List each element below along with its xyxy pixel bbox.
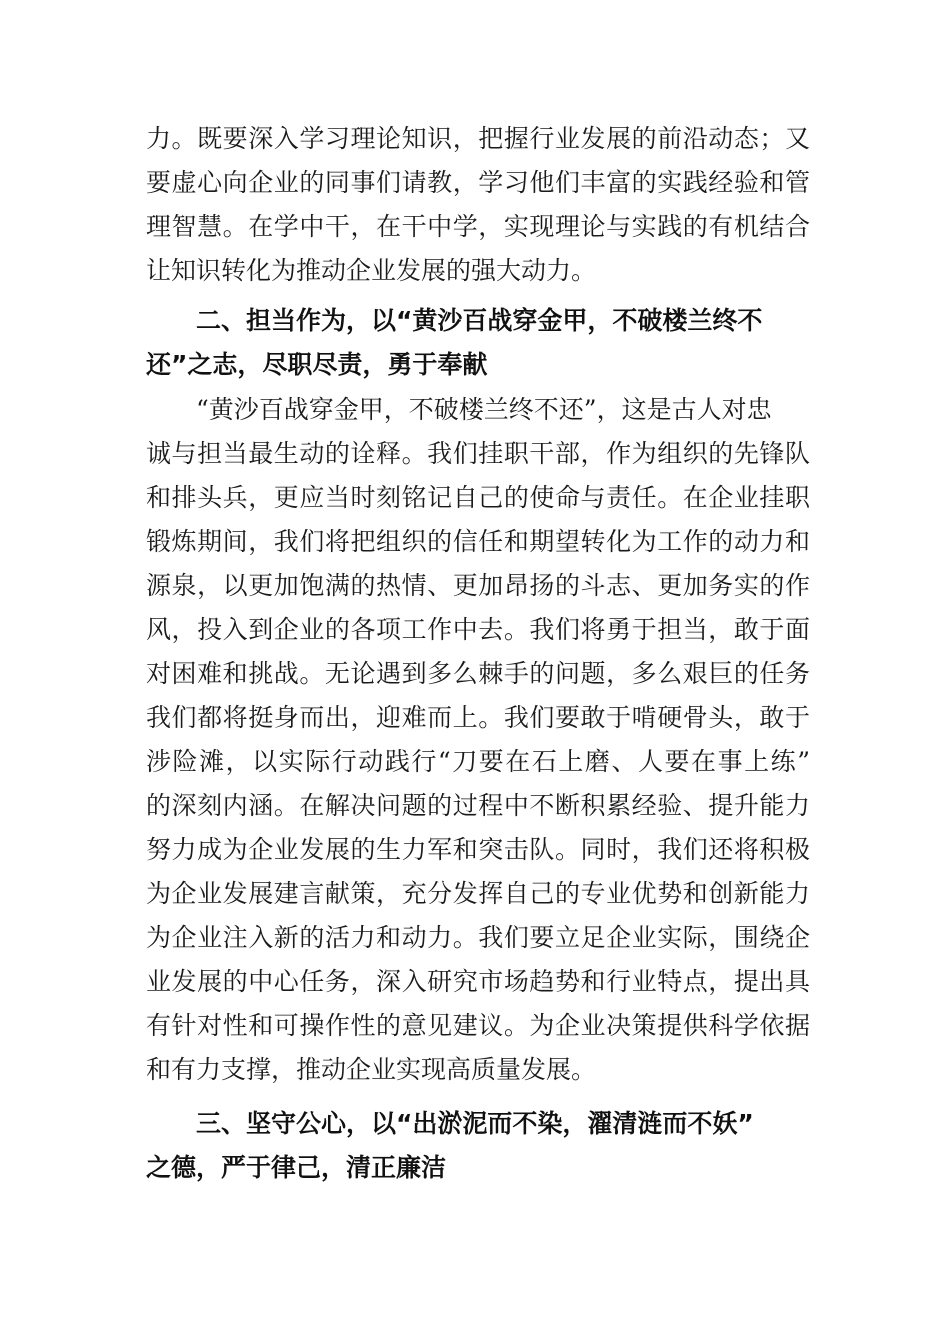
text-line: 的深刻内涵。在解决问题的过程中不断积累经验、提升能力 — [146, 791, 810, 820]
text-line: 对困难和挑战。无论遇到多么棘手的问题，多么艰巨的任务 — [146, 659, 810, 688]
text-line: 风，投入到企业的各项工作中去。我们将勇于担当，敢于面 — [146, 615, 810, 644]
paragraph-section-2 — [146, 388, 810, 1092]
text-line: 诚与担当最生动的诠释。我们挂职干部，作为组织的先锋队 — [146, 439, 810, 468]
paragraph-intro-continuation — [146, 117, 810, 293]
heading-line: 二、担当作为，以“黄沙百战穿金甲，不破楼兰终不 — [196, 306, 763, 335]
text-line: 要虚心向企业的同事们请教，学习他们丰富的实践经验和管 — [146, 168, 810, 197]
text-line: 涉险滩，以实际行动践行“刀要在石上磨、人要在事上练” — [146, 747, 810, 776]
section-heading-2 — [146, 299, 810, 387]
heading-line: 三、坚守公心，以“出淤泥而不染，濯清涟而不妖” — [196, 1109, 754, 1138]
text-line: 业发展的中心任务，深入研究市场趋势和行业特点，提出具 — [146, 967, 810, 996]
section-heading-3 — [146, 1102, 810, 1190]
text-line: 源泉，以更加饱满的热情、更加昂扬的斗志、更加务实的作 — [146, 571, 810, 600]
text-line: 努力成为企业发展的生力军和突击队。同时，我们还将积极 — [146, 835, 810, 864]
text-line: “黄沙百战穿金甲，不破楼兰终不还”，这是古人对忠 — [196, 395, 772, 424]
text-line: 我们都将挺身而出，迎难而上。我们要敢于啃硬骨头，敢于 — [146, 703, 810, 732]
heading-line: 之德，严于律己，清正廉洁 — [146, 1153, 447, 1182]
text-line: 为企业注入新的活力和动力。我们要立足企业实际，围绕企 — [146, 923, 810, 952]
text-line: 理智慧。在学中干，在干中学，实现理论与实践的有机结合 — [146, 212, 810, 241]
text-line: 有针对性和可操作性的意见建议。为企业决策提供科学依据 — [146, 1011, 810, 1040]
text-line: 和排头兵，更应当时刻铭记自己的使命与责任。在企业挂职 — [146, 483, 810, 512]
text-line: 力。既要深入学习理论知识，把握行业发展的前沿动态；又 — [146, 124, 810, 153]
text-line: 锻炼期间，我们将把组织的信任和期望转化为工作的动力和 — [146, 527, 810, 556]
heading-line: 还”之志，尽职尽责，勇于奉献 — [146, 350, 488, 379]
text-line: 和有力支撑，推动企业实现高质量发展。 — [146, 1055, 597, 1084]
text-line: 让知识转化为推动企业发展的强大动力。 — [146, 256, 597, 285]
text-line: 为企业发展建言献策，充分发挥自己的专业优势和创新能力 — [146, 879, 810, 908]
